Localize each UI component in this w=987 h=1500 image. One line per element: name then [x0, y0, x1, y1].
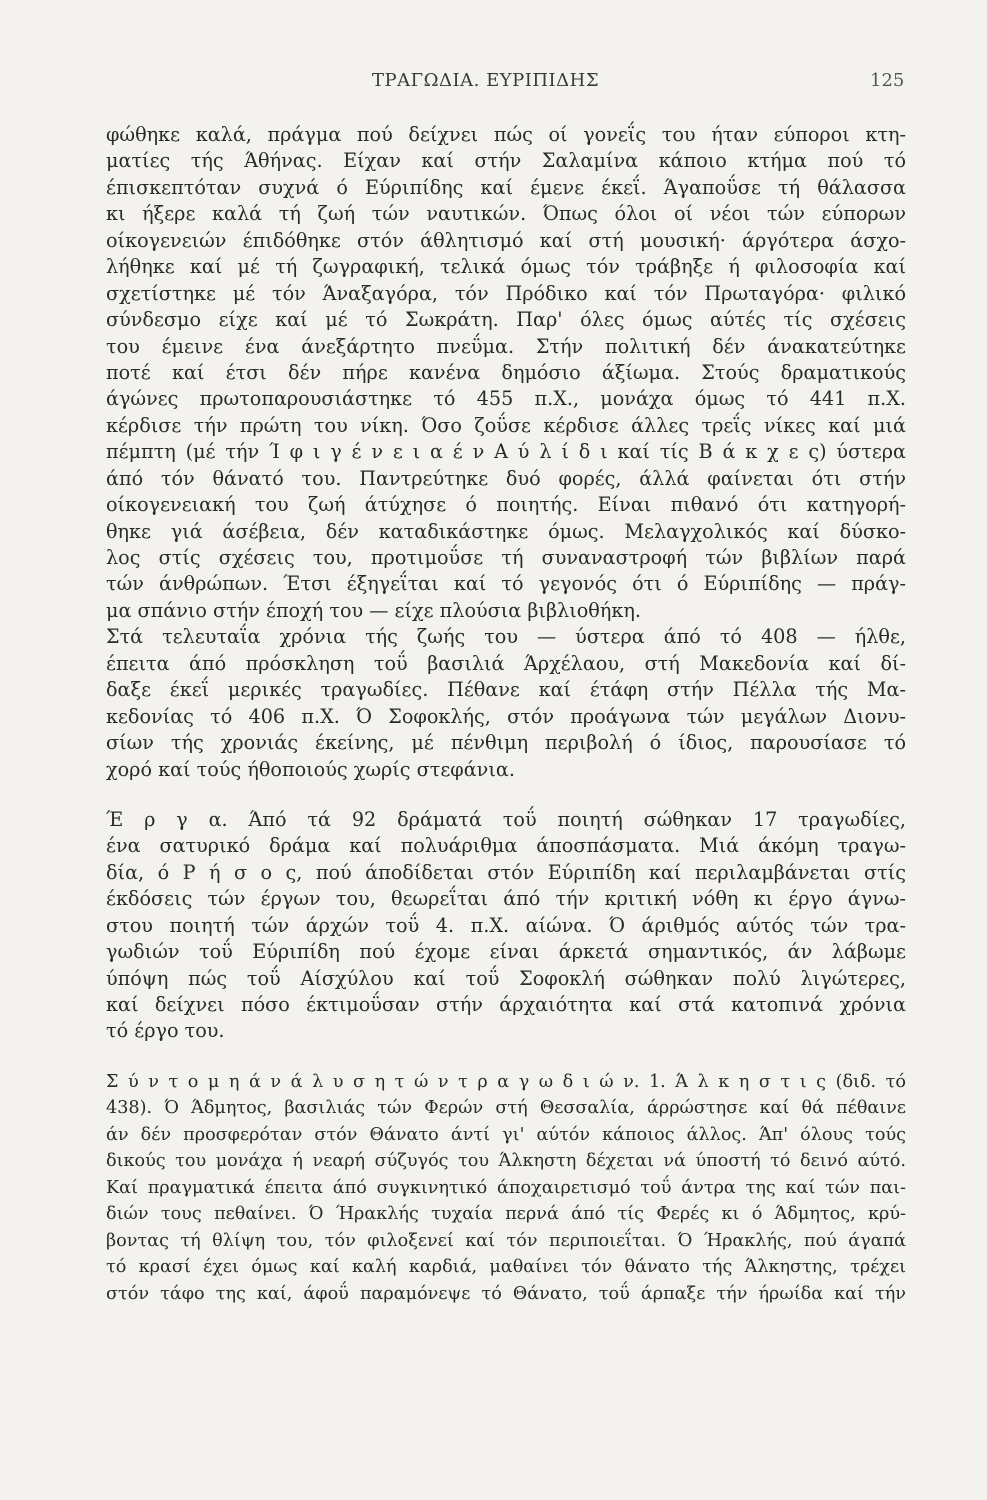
- text-line: Έ ρ γ α. Άπό τά 92 δράματά τοΰ ποιητή σώθηκαν 17 τραγωδίες,: [106, 807, 906, 831]
- text-line: τών άνθρώπων. Έτσι έξηγεΐται καί τό γεγονός ότι ό Εύριπίδης — πράγ-: [106, 572, 906, 596]
- text-line: του έμεινε ένα άνεξάρτητο πνεΰμα. Στήν πολιτική δέν άνακατεύτηκε: [106, 334, 906, 358]
- text-line: μα σπάνιο στήν έποχή του — είχε πλούσια βιβλιοθήκη.: [106, 598, 641, 622]
- text-line: τό κρασί έχει όμως καί καλή καρδιά, μαθαίνει τόν θάνατο τής Άλκηστης, τρέχει: [106, 1257, 906, 1278]
- text-line: στόν τάφο της καί, άφοΰ παραμόνεψε τό Θάνατο, τοΰ άρπαξε τήν ήρωίδα καί τήν: [106, 1283, 906, 1304]
- text-line: χορό καί τούς ήθοποιούς χωρίς στεφάνια.: [106, 757, 515, 781]
- text-line: έπισκεπτόταν συχνά ό Εύριπίδης καί έμενε έκεΐ. Άγαποΰσε τή θάλασσα: [106, 175, 906, 199]
- text-line: καί δείχνει πόσο έκτιμοΰσαν στήν άρχαιότητα καί στά κατοπινά χρόνια: [106, 993, 906, 1016]
- text-line: λήθηκε καί μέ τή ζωγραφική, τελικά όμως τόν τράβηξε ή φιλοσοφία καί: [106, 255, 906, 279]
- section-gap: [106, 783, 906, 807]
- text-line: βοντας τή θλίψη του, τόν φιλοξενεί καί τόν περιποιεΐται. Ό Ήρακλής, πού άγαπά: [106, 1230, 906, 1251]
- paragraph-works: [106, 807, 906, 1045]
- text-line: ματίες τής Άθήνας. Είχαν καί στήν Σαλαμίνα κάποιο κτήμα πού τό: [106, 149, 906, 173]
- text-line: ύπόψη πώς τοΰ Αίσχύλου καί τοΰ Σοφοκλή σώθηκαν πολύ λιγώτερες,: [106, 966, 906, 990]
- text-line: φώθηκε καλά, πράγμα πού δείχνει πώς οί γονεΐς του ήταν εύποροι κτη-: [106, 123, 906, 146]
- text-line: 438). Ό Άδμητος, βασιλιάς τών Φερών στή Θεσσαλία, άρρώστησε καί θά πέθαινε: [106, 1098, 906, 1119]
- text-line: δία, ό Ρ ή σ ο ς, πού άποδίδεται στόν Εύριπίδη καί περιλαμβάνεται στίς: [106, 860, 906, 884]
- text-line: γωδιών τοΰ Εύριπίδη πού έχομε είναι άρκετά σημαντικός, άν λάβωμε: [106, 940, 906, 964]
- text-line: άπό τόν θάνατό του. Παντρεύτηκε δυό φορές, άλλά φαίνεται ότι στήν: [106, 466, 906, 490]
- text-line: λος στίς σχέσεις του, προτιμοΰσε τή συναναστροφή τών βιβλίων παρά: [106, 546, 906, 569]
- running-head-title: ΤΡΑΓΩΔΙΑ. ΕΥΡΙΠΙΔΗΣ: [372, 70, 600, 91]
- text-line: πέμπτη (μέ τήν Ί φ ι γ έ ν ε ι α έ ν Α ύ λ ί δ ι καί τίς Β ά κ χ ε ς) ύστερα: [106, 440, 906, 464]
- paragraph-death: [106, 624, 906, 783]
- text-line: έπειτα άπό πρόσκληση τοΰ βασιλιά Άρχέλαου, στή Μακεδονία καί δί-: [106, 651, 906, 675]
- text-line: δαξε έκεΐ μερικές τραγωδίες. Πέθανε καί έτάφη στήν Πέλλα τής Μα-: [106, 678, 906, 702]
- text-line: οίκογενειακή του ζωή άτύχησε ό ποιητής. Είναι πιθανό ότι κατηγορή-: [106, 493, 906, 517]
- text-line: Στά τελευταΐα χρόνια τής ζωής του — ύστερα άπό τό 408 — ήλθε,: [106, 625, 906, 649]
- section-gap: [106, 1045, 906, 1069]
- text-line: άν δέν προσφερόταν στόν Θάνατο άντί γι' αύτόν κάποιος άλλος. Άπ' όλους τούς: [106, 1124, 906, 1145]
- text-line: δικούς του μονάχα ή νεαρή σύζυγός του Άλκηστη δέχεται νά ύποστή τό δεινό αύτό.: [106, 1151, 906, 1172]
- text-line: Καί πραγματικά έπειτα άπό συγκινητικό άποχαιρετισμό τοΰ άντρα της καί τών παι-: [106, 1177, 906, 1198]
- text-line: τό έργο του.: [106, 1019, 225, 1043]
- text-line: έκδόσεις τών έργων του, θεωρεΐται άπό τήν κριτική νόθη κι έργο άγνω-: [106, 887, 906, 911]
- text-line: Σ ύ ν τ ο μ η ά ν ά λ υ σ η τ ώ ν τ ρ α γ ω δ ι ώ ν. 1. Ά λ κ η σ τ ι ς (διδ. τό: [106, 1071, 906, 1092]
- body-text: [106, 122, 906, 1307]
- text-line: σχετίστηκε μέ τόν Άναξαγόρα, τόν Πρόδικο καί τόν Πρωταγόρα· φιλικό: [106, 281, 906, 305]
- text-line: ποτέ καί έτσι δέν πήρε κανένα δημόσιο άξίωμα. Στούς δραματικούς: [106, 360, 906, 384]
- page-number: 125: [870, 70, 905, 91]
- text-line: σύνδεσμο είχε καί μέ τό Σωκράτη. Παρ' όλες όμως αύτές τίς σχέσεις: [106, 308, 906, 332]
- text-line: άγώνες πρωτοπαρουσιάστηκε τό 455 π.Χ., μονάχα όμως τό 441 π.Χ.: [106, 387, 906, 411]
- paragraph-summary-alcestis: [106, 1069, 906, 1308]
- text-line: οίκογενειών έπιδόθηκε στόν άθλητισμό καί στή μουσική· άργότερα άσχο-: [106, 228, 906, 252]
- paragraph-life: [106, 122, 906, 624]
- running-head: [0, 70, 987, 100]
- text-line: κέρδισε τήν πρώτη του νίκη. Όσο ζοΰσε κέρδισε άλλες τρεΐς νίκες καί μιά: [106, 413, 906, 437]
- text-line: κεδονίας τό 406 π.Χ. Ό Σοφοκλής, στόν προάγωνα τών μεγάλων Διονυ-: [106, 704, 906, 728]
- text-line: στου ποιητή τών άρχών τοΰ 4. π.Χ. αίώνα. Ό άριθμός αύτός τών τρα-: [106, 913, 906, 937]
- text-line: ένα σατυρικό δράμα καί πολυάριθμα άποσπάσματα. Μιά άκόμη τραγω-: [106, 834, 906, 858]
- text-line: κι ήξερε καλά τή ζωή τών ναυτικών. Όπως όλοι οί νέοι τών εύπορων: [106, 202, 906, 226]
- text-line: διών τους πεθαίνει. Ό Ήρακλής τυχαία περνά άπό τίς Φερές κι ό Άδμητος, κρύ-: [106, 1204, 906, 1225]
- text-line: σίων τής χρονιάς έκείνης, μέ πένθιμη περιβολή ό ίδιος, παρουσίασε τό: [106, 731, 906, 755]
- text-line: θηκε γιά άσέβεια, δέν καταδικάστηκε όμως. Μελαγχολικός καί δύσκο-: [106, 519, 906, 543]
